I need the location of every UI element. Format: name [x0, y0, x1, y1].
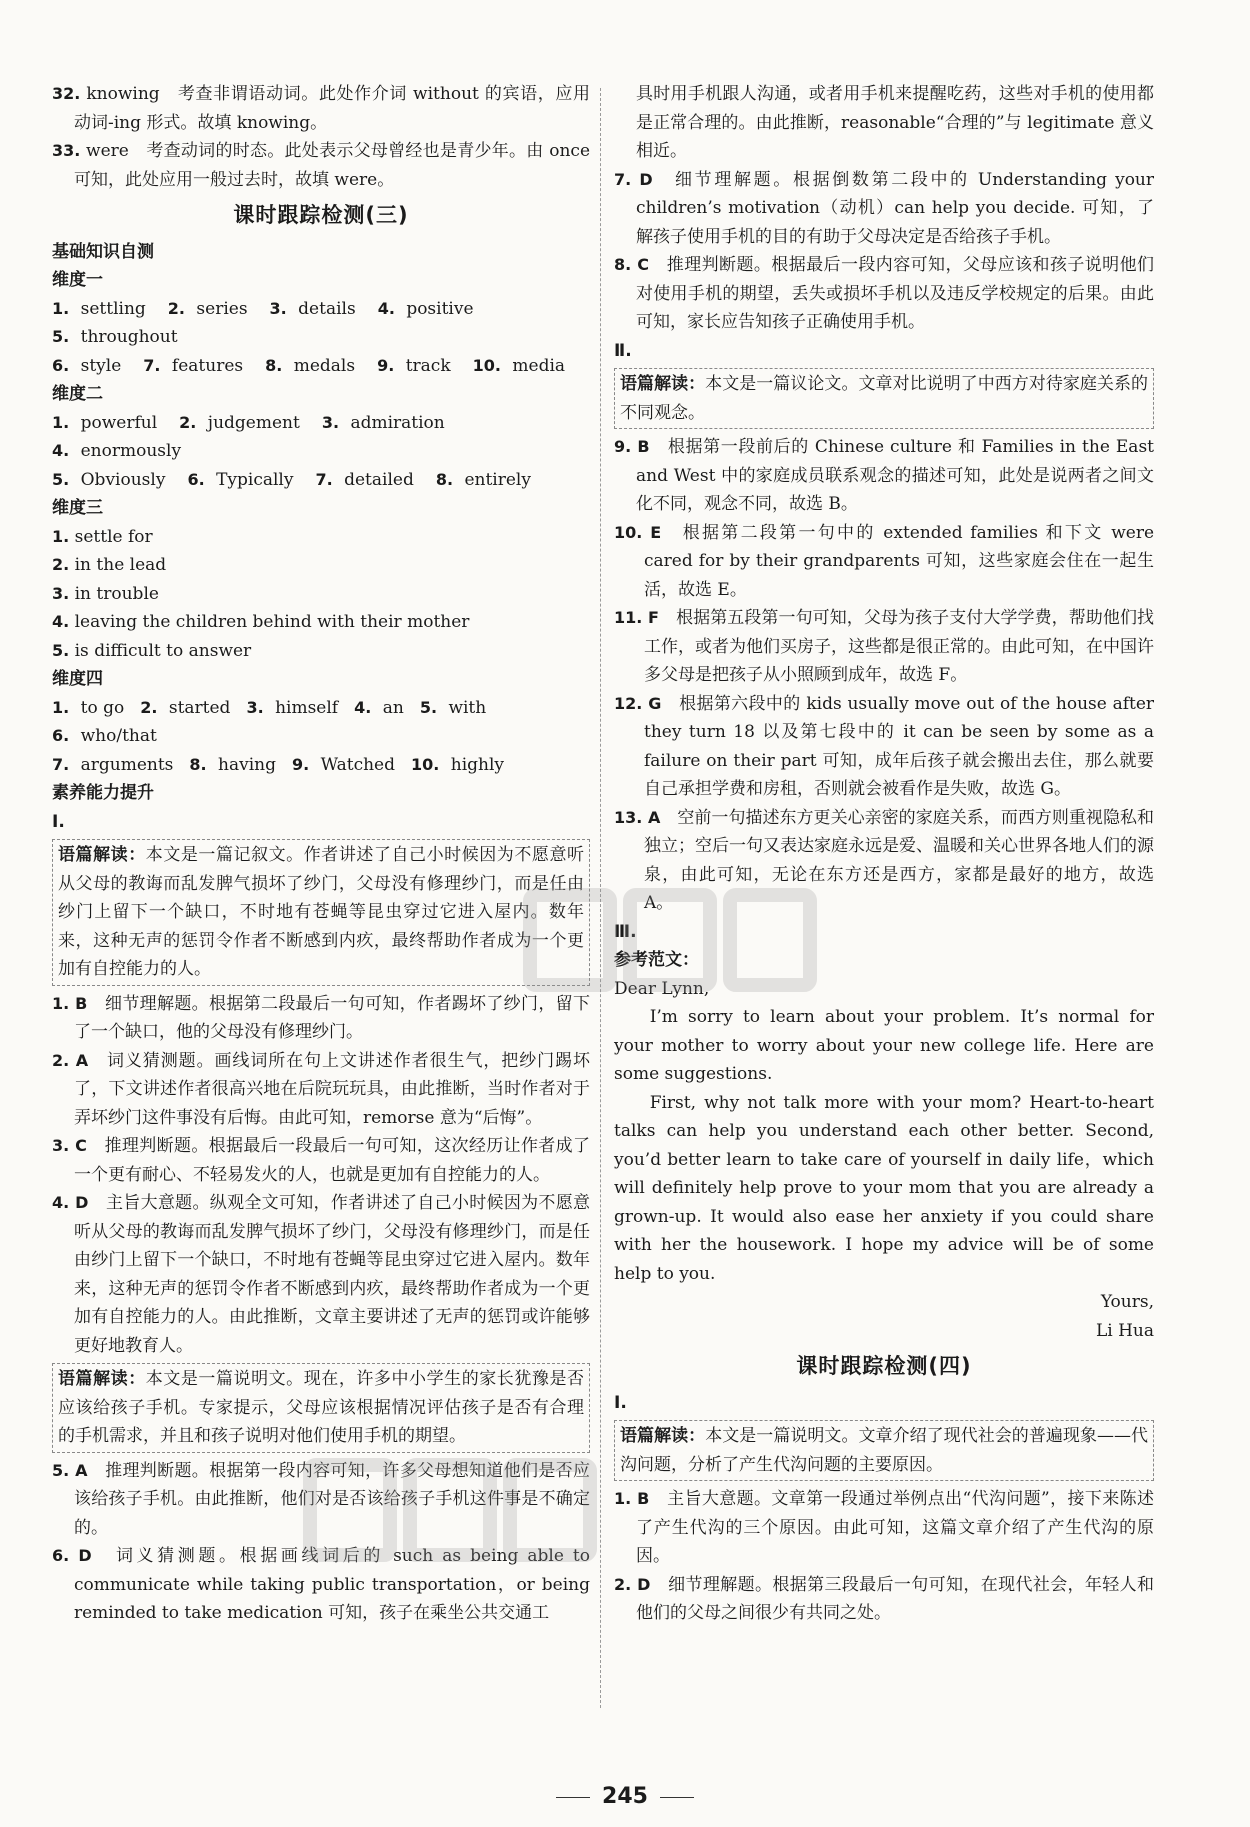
answer-10: 10. E 根据第二段第一句中的 extended families 和下文 were cared for by their grandparents 可知，这些家庭会住在一起生活，故选 E。 — [614, 522, 1155, 600]
answer-b2: 2. D 细节理解题。根据第三段最后一句可知，在现代社会，年轻人和他们的父母之间很少有共同之处。 — [614, 1574, 1155, 1623]
answer-6-continued: 具时用手机跟人沟通，或者用手机来提醒吃药，这些对手机的使用都是正常合理的。由此推断，reasonable“合理的”与 legitimate 意义相近。 — [636, 84, 1154, 161]
left-column — [52, 80, 590, 1628]
answer-12: 12. G 根据第六段中的 kids usually move out of the house after they turn 18 以及第七段中的 it can be seen by some as a failure on their part 可知，成年后孩子就会搬出去住，那么就要自己承担学费和房租，否则就会被看作是失败，故选 G。 — [614, 693, 1155, 799]
dimension-3-heading: 维度三 — [52, 498, 103, 518]
column-divider — [600, 88, 601, 1708]
answer-11: 11. F 根据第五段第一句可知，父母为孩子支付大学学费，帮助他们找工作，或者为他们买房子，这些都是很正常的。由此可知，在中国许多父母是把孩子从小照顾到成年，故选 F。 — [614, 608, 1155, 685]
answer-32: 32. knowing 考查非谓语动词。此处作介词 without 的宾语，应用动词-ing 形式。故填 knowing。 — [52, 84, 590, 133]
dimension-1-row-1: 1. settling 2. series 3. details 4. positive 5. throughout — [52, 298, 474, 347]
answer-33: 33. were 考查动词的时态。此处表示父母曾经也是青少年。由 once 可知，此处应用一般过去时，故填 were。 — [52, 141, 591, 190]
dimension-1-heading: 维度一 — [52, 270, 103, 290]
dimension-1-row-2: 6. style 7. features 8. medals 9. track 10. media — [52, 355, 566, 376]
passage-analysis-box-2: 语篇解读：本文是一篇说明文。现在，许多中小学生的家长犹豫是否应该给孩子手机。专家提示，父母应该根据情况评估孩子是否有合理的手机需求，并且和孩子说明对他们使用手机的期望。 — [52, 1363, 590, 1453]
passage-analysis-box-4: 语篇解读：本文是一篇说明文。文章介绍了现代社会的普遍现象——代沟问题，分析了产生代沟问题的主要原因。 — [614, 1420, 1154, 1481]
answer-6: 6. D 词义猜测题。根据画线词后的 such as being able to communicate while taking public transportation，or being reminded to take medication 可知，孩子在乘坐公共交通工 — [52, 1546, 590, 1623]
reference-essay-label: 参考范文： — [614, 950, 699, 970]
dimension-2-row-2: 5. Obviously 6. Typically 7. detailed 8. entirely — [52, 469, 531, 490]
answer-1: 1. B 细节理解题。根据第二段最后一句可知，作者踢坏了纱门，留下了一个缺口，他的父母没有修理纱门。 — [52, 993, 590, 1042]
letter-salutation: Dear Lynn, — [614, 978, 710, 999]
answer-3: 3. C 推理判断题。根据最后一段最后一句可知，这次经历让作者成了一个更有耐心、不轻易发火的人，也就是更加有自控能力的人。 — [52, 1136, 590, 1185]
answer-b1: 1. B 主旨大意题。文章第一段通过举例点出“代沟问题”，接下来陈述了产生代沟的三个原因。由此可知，这篇文章介绍了产生代沟的原因。 — [614, 1489, 1154, 1566]
dimension-2-row-1: 1. powerful 2. judgement 3. admiration 4. enormously — [52, 412, 445, 461]
dimension-3-item: 2. in the lead — [52, 555, 167, 575]
section-title-3: 课时跟踪检测(三) — [233, 203, 409, 227]
right-column — [614, 80, 1154, 1628]
dimension-3-item: 1. settle for — [52, 526, 153, 547]
answer-9: 9. B 根据第一段前后的 Chinese culture 和 Families in the East and West 中的家庭成员联系观念的描述可知，此处是说两者之间文化不同，观念不同，故选 B。 — [614, 437, 1155, 514]
answer-5: 5. A 推理判断题。根据第一段内容可知，许多父母想知道他们是否应该给孩子手机。由此推断，他们对是否该给孩子手机这件事是不确定的。 — [52, 1460, 591, 1538]
ability-heading: 素养能力提升 — [52, 783, 154, 803]
dimension-3-item: 3. in trouble — [52, 583, 159, 604]
section-title-4: 课时跟踪检测(四) — [796, 1354, 972, 1378]
page-number: 245 — [0, 1783, 1250, 1812]
letter-signature: Li Hua — [1095, 1320, 1154, 1341]
part-2-label: Ⅱ. — [614, 340, 632, 361]
passage-analysis-box-1: 语篇解读：本文是一篇记叙文。作者讲述了自己小时候因为不愿意听从父母的教诲而乱发脾气损坏了纱门，父母没有修理纱门，而是任由纱门上留下一个缺口，不时地有苍蝇等昆虫穿过它进入屋内。数年来，这种无声的惩罚令作者不断感到内疚，最终帮助作者成为一个更加有自控能力的人。 — [52, 839, 590, 986]
answer-7: 7. D 细节理解题。根据倒数第二段中的 Understanding your children’s motivation（动机）can help you decide. 可知，了解孩子使用手机的目的有助于父母决定是否给孩子手机。 — [614, 169, 1155, 247]
dimension-4-row-1: 1. to go 2. started 3. himself 4. an 5. with 6. who/that — [52, 697, 487, 746]
dimension-3-item: 4. leaving the children behind with their mother — [52, 612, 470, 632]
letter-closing: Yours, — [1100, 1292, 1154, 1312]
dimension-2-heading: 维度二 — [52, 384, 103, 404]
passage-analysis-box-3: 语篇解读：本文是一篇议论文。文章对比说明了中西方对待家庭关系的不同观念。 — [614, 368, 1154, 429]
part-1-label: Ⅰ. — [52, 811, 65, 832]
basic-knowledge-heading: 基础知识自测 — [52, 241, 154, 262]
part-3-label: Ⅲ. — [614, 921, 637, 942]
part-1-label-b: Ⅰ. — [614, 1392, 627, 1413]
answer-2: 2. A 词义猜测题。画线词所在句上文讲述作者很生气，把纱门踢坏了，下文讲述作者很高兴地在后院玩玩具，由此推断，当时作者对于弄坏纱门这件事没有后悔。由此可知，remorse 意为“后悔”。 — [52, 1050, 591, 1128]
answer-13: 13. A 空前一句描述东方更关心亲密的家庭关系，而西方则重视隐私和独立；空后一句又表达家庭永远是爱、温暖和关心世界各地人们的源泉，由此可知，无论在东方还是西方，家都是最好的地方，故选 A。 — [614, 807, 1155, 913]
dimension-4-row-2: 7. arguments 8. having 9. Watched 10. highly — [52, 754, 505, 775]
letter-paragraph-2: First, why not talk more with your mom? Heart-to-heart talks can help you understand each other better. Second, you’d better learn to take care of yourself in daily life，which will definitely help prove to your mom that you are already a grown-up. It would also ease her anxiety if you could share with her the housework. I hope my advice will be of some help to you. — [614, 1092, 1154, 1284]
dimension-4-heading: 维度四 — [52, 669, 103, 689]
dimension-3-item: 5. is difficult to answer — [52, 640, 252, 661]
answer-8: 8. C 推理判断题。根据最后一段内容可知，父母应该和孩子说明他们对使用手机的期望，丢失或损坏手机以及违反学校规定的后果。由此可知，家长应告知孩子正确使用手机。 — [614, 255, 1155, 332]
letter-paragraph-1: I’m sorry to learn about your problem. It’s normal for your mother to worry about your new college life. Here are some suggestions. — [614, 1007, 1154, 1084]
answer-4: 4. D 主旨大意题。纵观全文可知，作者讲述了自己小时候因为不愿意听从父母的教诲而乱发脾气损坏了纱门，父母没有修理纱门，而是任由纱门上留下一个缺口，不时地有苍蝇等昆虫穿过它进入屋内。数年来，这种无声的惩罚令作者不断感到内疚，最终帮助作者成为一个更加有自控能力的人。由此推断，文章主要讲述了无声的惩罚或许能够更好地教育人。 — [52, 1193, 591, 1356]
